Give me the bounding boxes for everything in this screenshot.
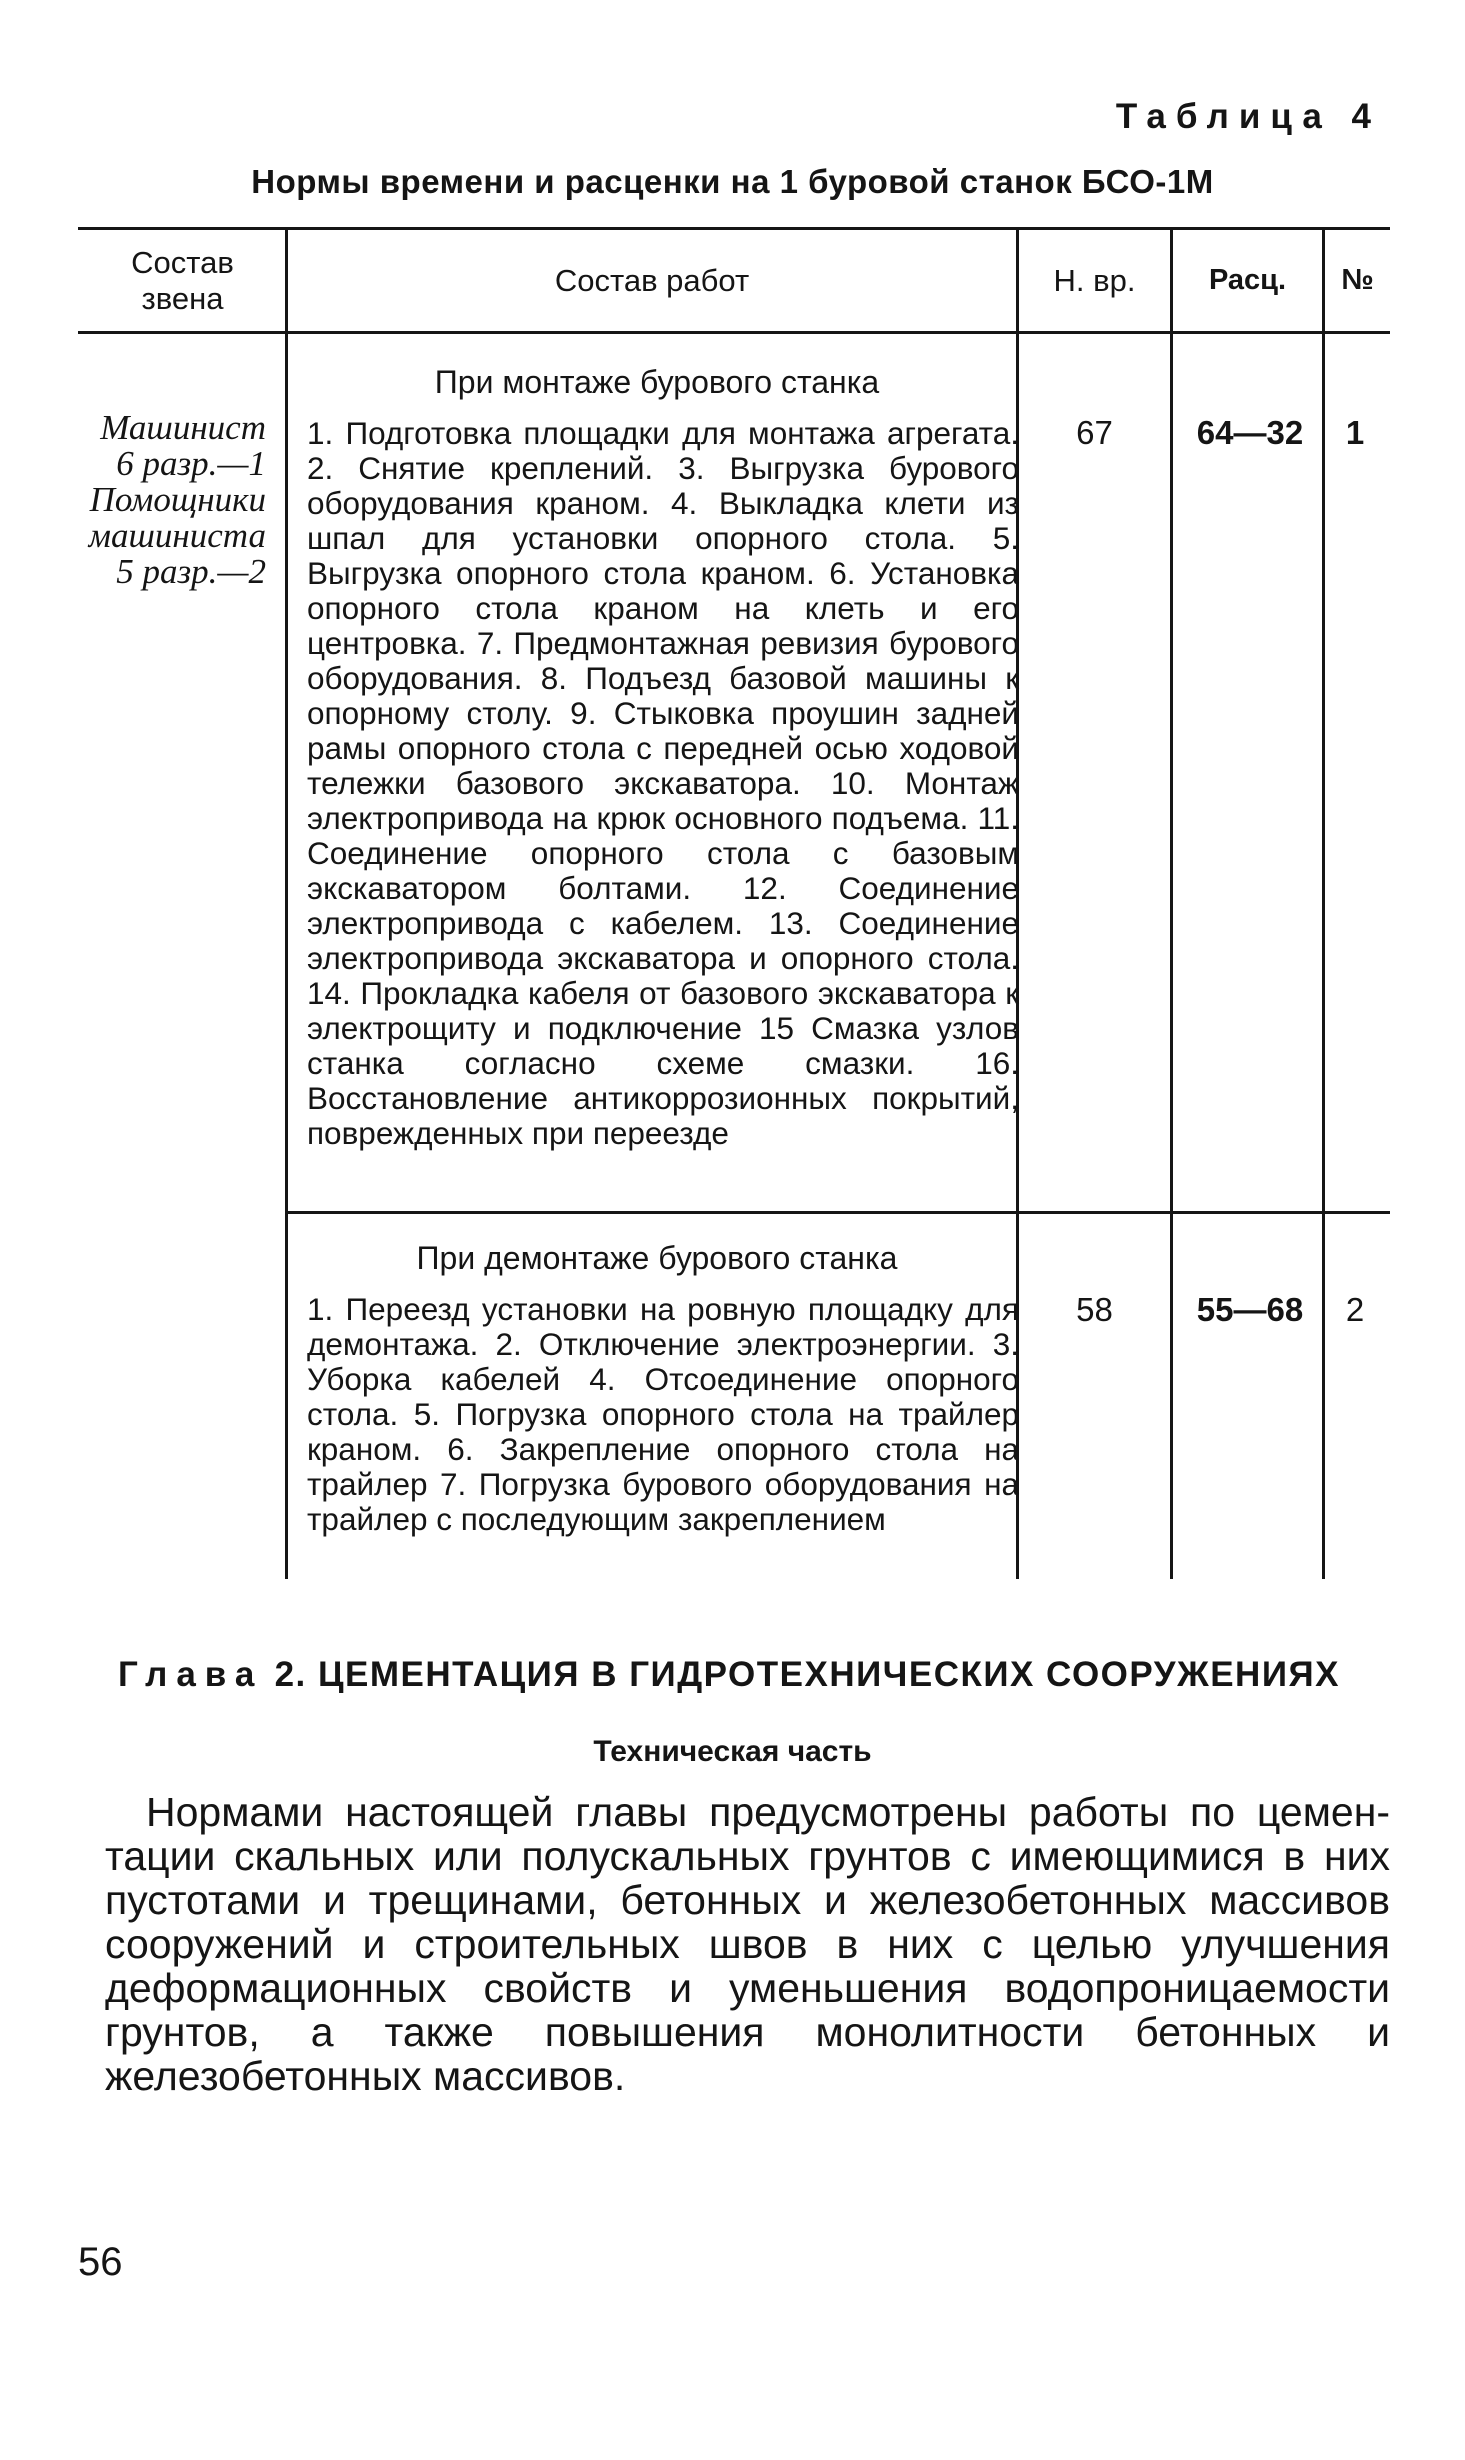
section-title-mounting: При монтаже бурового станка <box>434 364 880 400</box>
col-divider-norm <box>1170 229 1173 1579</box>
table-header-rule <box>78 331 1390 334</box>
row-number-dismounting: 2 <box>1345 1291 1365 1328</box>
table-title: Нормы времени и расценки на 1 буровой станок БСО-1М <box>251 163 1214 200</box>
rate-value-mounting: 64—32 <box>1196 414 1304 451</box>
col-divider-rate <box>1322 229 1325 1579</box>
body-paragraph: Нормами настоящей главы предусмотрены работы по цементации скальных или полускальных грунтов с имеющимися в них пустотами и трещинами, бетонных и железобетонных массивов сооружений и строительных швов в них с целью улучшения деформационных свойств и уменьшения водопроницаемости грунтов, а также повышения монолитности бетонных и железобетонных массивов. <box>105 1789 1390 2099</box>
rate-value-dismounting: 55—68 <box>1196 1291 1304 1328</box>
norm-value-dismounting: 58 <box>1076 1291 1113 1328</box>
header-crew-text: Состав звена <box>131 244 234 316</box>
table-label: Таблица 4 <box>1115 97 1381 136</box>
header-norm <box>1019 230 1170 331</box>
chapter-title: 2. ЦЕМЕНТАЦИЯ В ГИДРОТЕХНИЧЕСКИХ СООРУЖЕНИЯХ <box>274 1655 1340 1694</box>
work-description-mounting: 1. Подготовка площадки для монтажа агрегата. 2. Снятие креплений. 3. Выгрузка бурового оборудования краном. 4. Выкладка клети из шпал для установки опорного стола. 5. Выгрузка опорного стола краном. 6. Установка опорного стола краном на клеть и его центровка. 7. Предмонтажная ревизия бурового оборудования. 8. Подъезд базовой машины к опорному столу. 9. Стыковка проушин задней рамы опорного стола с передней осью ходовой тележки базового экскаватора. 10. Монтаж электропривода на крюк основного подъема. 11. Соединение опорного стола с базовым экскаватором болтами. 12. Соединение электропривода с кабелем. 13. Соединение электропривода экскаватора и опорного стола. 14. Прокладка кабеля от базового экскаватора к электрощиту и подключение 15 Смазка узлов станка согласно схеме смазки. 16. Восстановление антикоррозионных покрытий, поврежденных при переезде <box>307 415 1019 1151</box>
crew-line: 5 разр.—2 <box>116 552 266 591</box>
crew-line: Машинист <box>100 408 266 447</box>
row-divider-rule <box>286 1211 1390 1214</box>
crew-line: машиниста <box>88 516 266 555</box>
header-work <box>288 230 1016 331</box>
header-norm-text: Н. вр. <box>1053 262 1136 298</box>
crew-line: 6 разр.—1 <box>116 444 266 483</box>
header-rate <box>1173 230 1322 331</box>
row-number-mounting: 1 <box>1345 414 1365 451</box>
work-description-dismounting: 1. Переезд установки на ровную площадку для демонтажа. 2. Отключение электроэнергии. 3. Уборка кабелей 4. Отсоединение опорного стола. 5. Погрузка опорного стола на трайлер краном. 6. Закрепление опорного стола на трайлер 7. Погрузка бурового оборудования на трайлер с последующим закреплением <box>307 1291 1019 1537</box>
col-divider-crew <box>285 229 288 1579</box>
crew-line: Помощники <box>89 480 266 519</box>
chapter-prefix: Глава <box>118 1655 264 1694</box>
header-no-text: № <box>1341 263 1374 296</box>
header-work-text: Состав работ <box>554 262 750 298</box>
section-title-dismounting: При демонтаже бурового станка <box>416 1240 898 1276</box>
chapter-heading <box>118 1655 1340 1695</box>
norm-value-mounting: 67 <box>1076 414 1113 451</box>
header-crew <box>80 230 285 331</box>
crew-composition <box>88 410 266 590</box>
page-number: 56 <box>78 2240 123 2284</box>
header-no <box>1325 230 1390 331</box>
subheading: Техническая часть <box>593 1735 872 1768</box>
header-rate-text: Расц. <box>1208 263 1287 296</box>
